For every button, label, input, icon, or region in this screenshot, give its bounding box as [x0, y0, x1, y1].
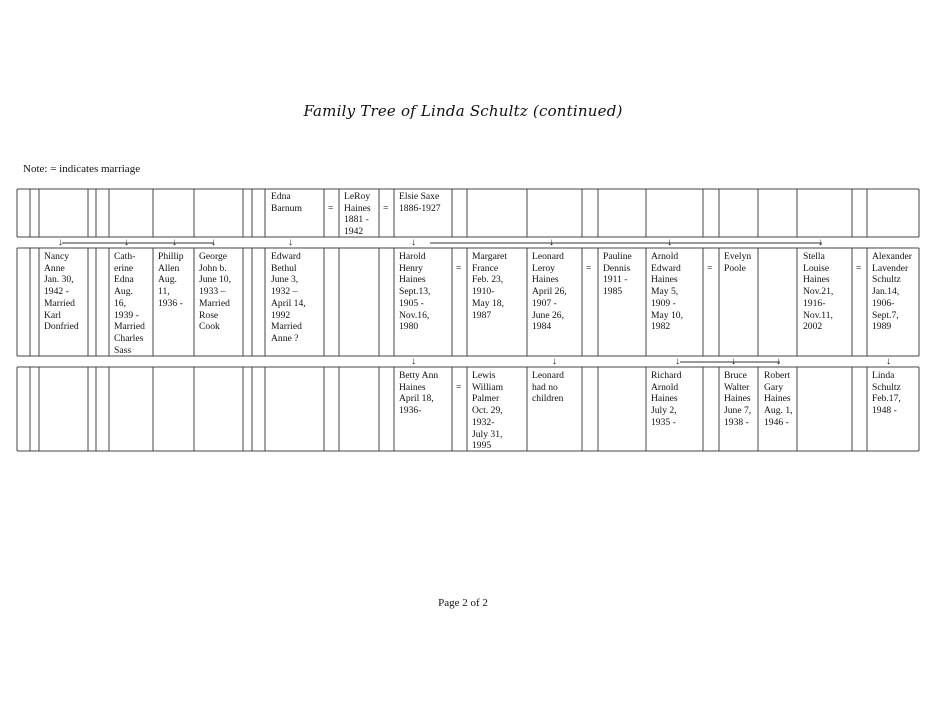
person-arnold-haines: Arnold Edward Haines May 5, 1909 - May 10, 1982: [651, 251, 683, 333]
marriage-sign: =: [707, 263, 713, 274]
marriage-sign: =: [586, 263, 592, 274]
person-robert-haines: Robert Gary Haines Aug. 1, 1946 -: [764, 370, 793, 428]
arrow-bruce: ↓: [731, 356, 736, 367]
person-margaret-france: Margaret France Feb. 23, 1910- May 18, 1987: [472, 251, 507, 321]
arrow-richard: ↓: [675, 356, 680, 367]
person-lewis-palmer: Lewis William Palmer Oct. 29, 1932- July 31, 1995: [472, 370, 504, 452]
marriage-sign: =: [456, 382, 462, 393]
arrow-harold: ↓: [411, 237, 416, 248]
arrow-robert: ↓: [776, 356, 781, 367]
arrow-betty: ↓: [411, 356, 416, 367]
person-bruce-haines: Bruce Walter Haines June 7, 1938 -: [724, 370, 752, 428]
person-leroy-haines: LeRoy Haines 1881 - 1942: [344, 191, 371, 238]
arrow-linda: ↓: [886, 356, 891, 367]
person-betty-ann-haines: Betty Ann Haines April 18, 1936-: [399, 370, 439, 417]
page-title: Family Tree of Linda Schultz (continued): [303, 102, 623, 120]
person-stella-haines: Stella Louise Haines Nov.21, 1916- Nov.11, 2002: [803, 251, 834, 333]
marriage-sign: =: [856, 263, 862, 274]
marriage-sign: =: [456, 263, 462, 274]
arrow-phillip: ↓: [172, 237, 177, 248]
arrow-arnold: ↓: [667, 237, 672, 248]
leonard-no-children: Leonard had no children: [532, 370, 564, 405]
arrow-catherine: ↓: [124, 237, 129, 248]
person-nancy-anne: Nancy Anne Jan. 30, 1942 - Married Karl Donfried: [44, 251, 79, 333]
person-alexander-schultz: Alexander Lavender Schultz Jan.14, 1906- Sept.7, 1989: [872, 251, 912, 333]
arrow-edward: ↓: [288, 237, 293, 248]
person-catherine-edna: Cath- erine Edna Aug. 16, 1939 - Married Charles Sass: [114, 251, 145, 356]
marriage-sign: =: [328, 203, 334, 214]
arrow-stella: ↓: [818, 237, 823, 248]
person-linda-schultz: Linda Schultz Feb.17, 1948 -: [872, 370, 901, 417]
person-leonard-haines: Leonard Leroy Haines April 26, 1907 - June 26, 1984: [532, 251, 567, 333]
arrow-george: ↓: [211, 237, 216, 248]
person-george-john: George John b. June 10, 1933 – Married Rose Cook: [199, 251, 231, 333]
arrow-leonard-children: ↓: [552, 356, 557, 367]
person-harold-haines: Harold Henry Haines Sept.13, 1905 - Nov.16, 1980: [399, 251, 431, 333]
person-pauline-dennis: Pauline Dennis 1911 - 1985: [603, 251, 632, 298]
person-elsie-saxe: Elsie Saxe 1886-1927: [399, 191, 441, 214]
marriage-sign: =: [383, 203, 389, 214]
arrow-nancy: ↓: [58, 237, 63, 248]
person-richard-haines: Richard Arnold Haines July 2, 1935 -: [651, 370, 682, 428]
person-edward-bethul: Edward Bethul June 3, 1932 – April 14, 1992 Married Anne ?: [271, 251, 306, 344]
marriage-note: Note: = indicates marriage: [23, 163, 141, 175]
person-evelyn-poole: Evelyn Poole: [724, 251, 752, 274]
person-phillip-allen: Phillip Allen Aug. 11, 1936 -: [158, 251, 184, 309]
arrow-leonard: ↓: [549, 237, 554, 248]
person-edna-barnum: Edna Barnum: [271, 191, 302, 214]
page-number: Page 2 of 2: [438, 597, 488, 609]
